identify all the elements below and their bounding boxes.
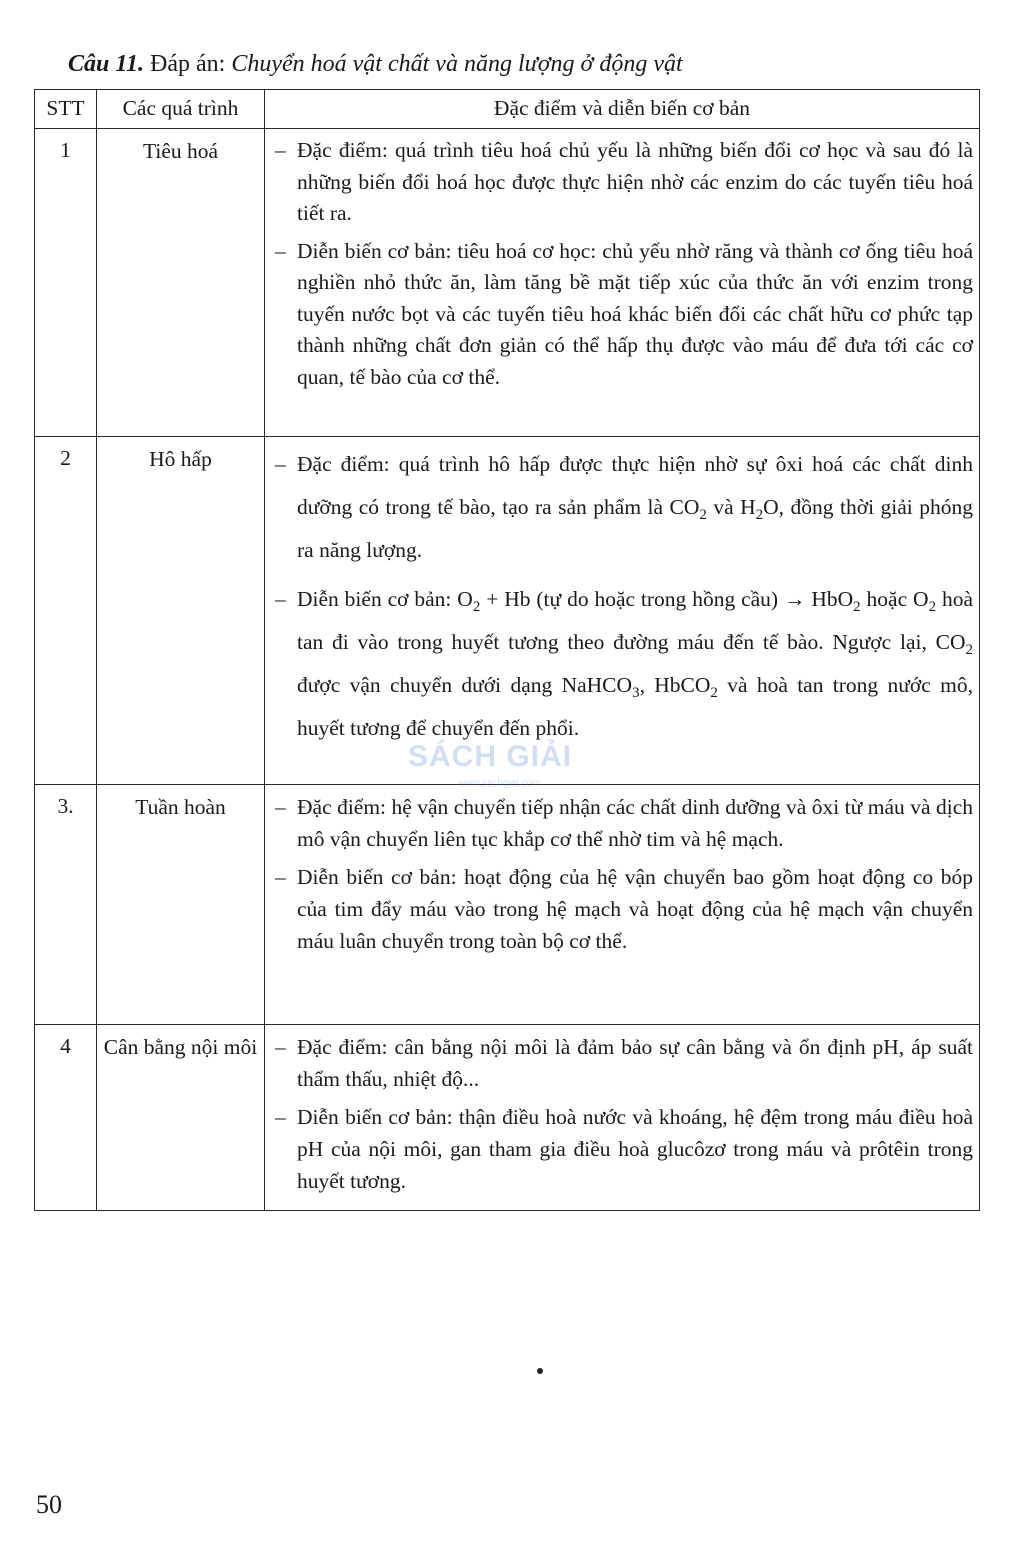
detail-item: – Đặc điểm: cân bằng nội môi là đảm bảo sự cân bằng và ổn định pH, áp suất thẩm thấu, nhiệt độ...	[275, 1035, 973, 1091]
detail-item: – Diễn biến cơ bản: hoạt động của hệ vận chuyển bao gồm hoạt động co bóp của tim đẩy máu vào trong hệ mạch và hoạt động của hệ mạch vận chuyển máu luân chuyển trong toàn bộ cơ thể.	[275, 865, 973, 953]
answer-table	[34, 89, 980, 1211]
row-number: 3.	[35, 785, 97, 1025]
detail-item: – Diễn biến cơ bản: tiêu hoá cơ học: chủ yếu nhờ răng và thành cơ ống tiêu hoá nghiền nhỏ thức ăn, làm tăng bề mặt tiếp xúc của thức ăn với enzim trong tuyến nước bọt và các tuyến tiêu hoá khác biến đổi các chất hữu cơ phức tạp thành những chất đơn giản có thể hấp thụ được vào máu để đưa tới các cơ quan, tế bào của cơ thể.	[275, 238, 973, 389]
detail-item: – Diễn biến cơ bản: thận điều hoà nước và khoáng, hệ đệm trong máu điều hoà pH của nội môi, gan tham gia điều hoà glucôzơ trong máu và prôtêin trong huyết tương.	[275, 1105, 973, 1193]
process-name: Cân bằng nội môi	[97, 1025, 265, 1211]
detail-text: Đặc điểm: hệ vận chuyển tiếp nhận các chất dinh dưỡng và ôxi từ máu và dịch mô vận chuyển liên tục khắp cơ thể nhờ tim và hệ mạch.	[297, 795, 973, 851]
detail-text: Diễn biến cơ bản: tiêu hoá cơ học: chủ yếu nhờ răng và thành cơ ống tiêu hoá nghiền nhỏ thức ăn, làm tăng bề mặt tiếp xúc của thức ăn với enzim trong tuyến nước bọt và các tuyến tiêu hoá khác biến đổi các chất hữu cơ phức tạp thành những chất đơn giản có thể hấp thụ được vào máu để đưa tới các cơ quan, tế bào của cơ thể.	[297, 238, 973, 389]
row-number: 1	[35, 129, 97, 437]
header-process: Các quá trình	[97, 90, 265, 129]
table-row	[35, 785, 980, 1025]
detail-text: Đặc điểm: quá trình tiêu hoá chủ yếu là những biến đổi cơ học và sau đó là những biến đổi hoá học được thực hiện nhờ các enzim do các tuyến tiêu hoá tiết ra.	[297, 138, 973, 225]
table-row	[35, 1025, 980, 1211]
table-row	[35, 437, 980, 785]
process-detail	[265, 785, 980, 1025]
detail-text: Đặc điểm: quá trình hô hấp được thực hiện nhờ sự ôxi hoá các chất dinh dưỡng có trong tế bào, tạo ra sản phẩm là $CO_2$ và $H_2O$, đồng thời giải phóng ra năng lượng.	[297, 452, 973, 562]
detail-item: – Diễn biến cơ bản: $O_2 + Hb$ (tự do hoặc trong hồng cầu) → HbO$_2$ hoặc $O_2$ hoà tan đi vào trong huyết tương theo đường máu đến tế bào. Ngược lại, $CO_2$ được vận chuyển dưới dạng NaHCO$_3$, HbCO$_2$ và hoà tan trong nước mô, huyết tương để chuyển đến phổi.	[275, 587, 973, 740]
watermark-text: SÁCH GIẢI	[408, 740, 573, 773]
row-number: 4	[35, 1025, 97, 1211]
detail-text: Diễn biến cơ bản: $O_2 + Hb$ (tự do hoặc trong hồng cầu) → HbO$_2$ hoặc $O_2$ hoà tan đi vào trong huyết tương theo đường máu đến tế bào. Ngược lại, $CO_2$ được vận chuyển dưới dạng NaHCO$_3$, HbCO$_2$ và hoà tan trong nước mô, huyết tương để chuyển đến phổi.	[297, 587, 973, 740]
detail-item: – Đặc điểm: quá trình hô hấp được thực hiện nhờ sự ôxi hoá các chất dinh dưỡng có trong tế bào, tạo ra sản phẩm là $CO_2$ và $H_2O$, đồng thời giải phóng ra năng lượng.	[275, 452, 973, 562]
table-header-row	[35, 90, 980, 129]
answer-prefix: Đáp án:	[150, 51, 226, 77]
page-number: 50	[36, 1490, 62, 1519]
detail-text: Đặc điểm: cân bằng nội môi là đảm bảo sự cân bằng và ổn định pH, áp suất thẩm thấu, nhiệt độ...	[297, 1035, 973, 1091]
question-topic: Chuyển hoá vật chất và năng lượng ở động vật	[231, 51, 683, 77]
process-detail	[265, 437, 980, 785]
watermark-url: www.sachgiai.com	[458, 778, 541, 789]
detail-text: Diễn biến cơ bản: thận điều hoà nước và khoáng, hệ đệm trong máu điều hoà pH của nội môi, gan tham gia điều hoà glucôzơ trong máu và prôtêin trong huyết tương.	[297, 1105, 973, 1193]
header-stt: STT	[35, 90, 97, 129]
question-heading	[68, 48, 968, 80]
detail-text: Diễn biến cơ bản: hoạt động của hệ vận chuyển bao gồm hoạt động co bóp của tim đẩy máu vào trong hệ mạch và hoạt động của hệ mạch vận chuyển máu luân chuyển trong toàn bộ cơ thể.	[297, 865, 973, 953]
process-name: Tiêu hoá	[97, 129, 265, 437]
detail-item: – Đặc điểm: quá trình tiêu hoá chủ yếu là những biến đổi cơ học và sau đó là những biến đổi hoá học được thực hiện nhờ các enzim do các tuyến tiêu hoá tiết ra.	[275, 138, 973, 225]
row-number: 2	[35, 437, 97, 785]
process-detail	[265, 129, 980, 437]
process-name: Tuần hoàn	[97, 785, 265, 1025]
question-label: Câu 11.	[68, 51, 145, 77]
process-name: Hô hấp	[97, 437, 265, 785]
header-detail: Đặc điểm và diễn biến cơ bản	[265, 90, 980, 129]
table-row	[35, 129, 980, 437]
detail-item: – Đặc điểm: hệ vận chuyển tiếp nhận các chất dinh dưỡng và ôxi từ máu và dịch mô vận chuyển liên tục khắp cơ thể nhờ tim và hệ mạch.	[275, 795, 973, 851]
print-dot	[537, 1368, 543, 1374]
process-detail	[265, 1025, 980, 1211]
